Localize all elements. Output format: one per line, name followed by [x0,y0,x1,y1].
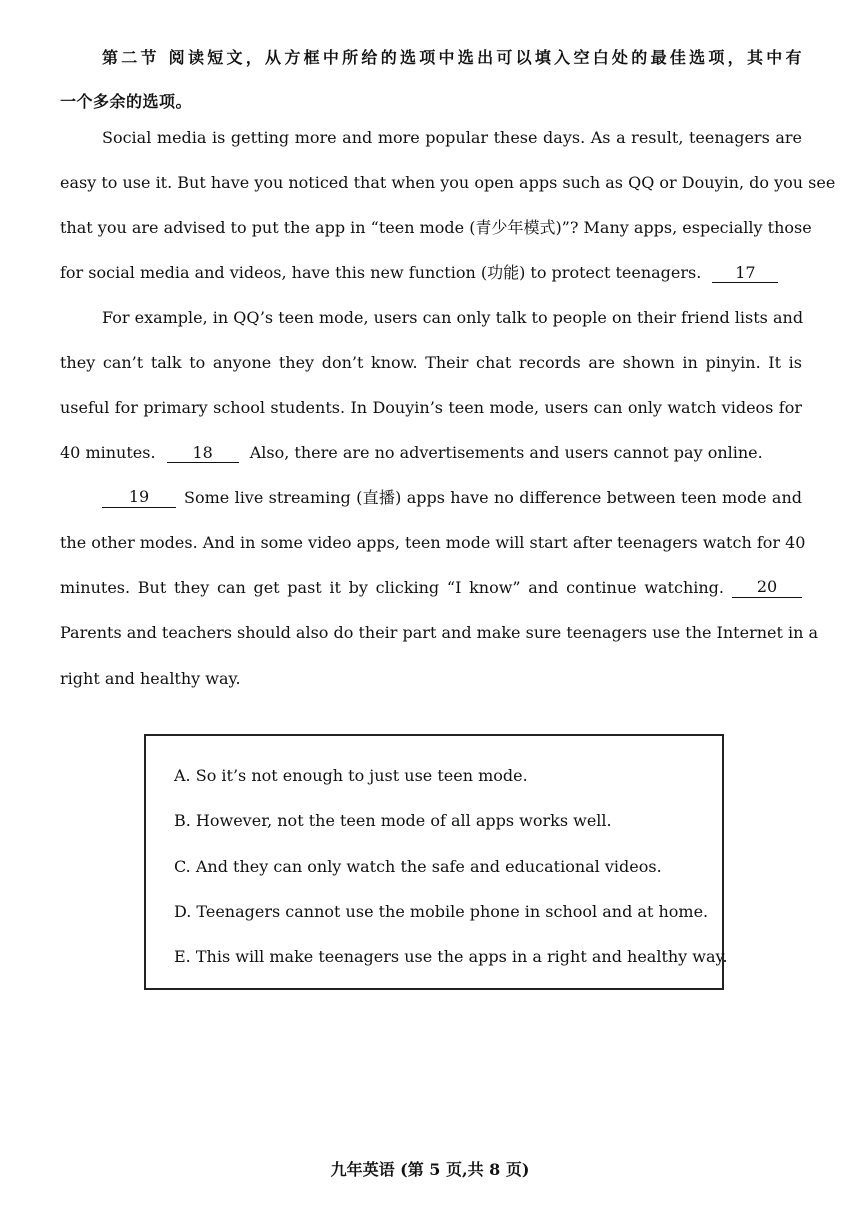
passage-p3-line3 [60,578,802,598]
passage-p2-line3: useful for primary school students. In Douyin’s teen mode, users can only watch videos for [60,398,802,417]
passage-p3-line5: right and healthy way. [60,669,241,688]
passage-p1-line4 [60,263,778,283]
passage-p2-line4-after: Also, there are no advertisements and users cannot pay online. [249,443,763,462]
passage-p1-line2: easy to use it. But have you noticed that when you open apps such as QQ or Douyin, do you see [60,173,836,192]
option-e: E. This will make teenagers use the apps in a right and healthy way. [174,947,728,966]
option-c: C. And they can only watch the safe and educational videos. [174,857,662,876]
passage-p3-line2: the other modes. And in some video apps, teen mode will start after teenagers watch for 40 [60,533,806,552]
section-instruction-line1: 第二节 阅读短文，从方框中所给的选项中选出可以填入空白处的最佳选项，其中有 [102,48,802,67]
passage-p1-line3: that you are advised to put the app in “teen mode (青少年模式)”? Many apps, especially those [60,218,812,237]
passage-p3-line1 [102,488,802,508]
passage-p3-line4: Parents and teachers should also do their part and make sure teenagers use the Internet in a [60,623,819,642]
options-box [144,734,728,990]
passage-p3-line3-before: minutes. But they can get past it by clicking “I know” and continue watching. [60,578,724,597]
blank-19: 19 [102,488,176,508]
blank-17: 17 [712,264,778,283]
passage-p1-line4-text: for social media and videos, have this new function (功能) to protect teenagers. [60,263,702,282]
passage-p1-line1: Social media is getting more and more popular these days. As a result, teenagers are [102,128,802,147]
passage-p2-line4 [60,443,763,463]
passage-p2-line1: For example, in QQ’s teen mode, users can only talk to people on their friend lists and [102,308,804,327]
option-b: B. However, not the teen mode of all apps works well. [174,811,612,830]
passage-p3-line1-after: Some live streaming (直播) apps have no difference between teen mode and [184,488,802,507]
blank-20: 20 [732,578,802,598]
blank-18: 18 [167,444,239,463]
option-a: A. So it’s not enough to just use teen mode. [174,766,528,785]
page-footer: 九年英语 (第 5 页,共 8 页) [330,1160,530,1179]
passage-p2-line2: they can’t talk to anyone they don’t know. Their chat records are shown in pinyin. It is [60,353,802,372]
passage-p2-line4-before: 40 minutes. [60,443,156,462]
section-instruction-line2: 一个多余的选项。 [60,92,193,111]
option-d: D. Teenagers cannot use the mobile phone in school and at home. [174,902,709,921]
